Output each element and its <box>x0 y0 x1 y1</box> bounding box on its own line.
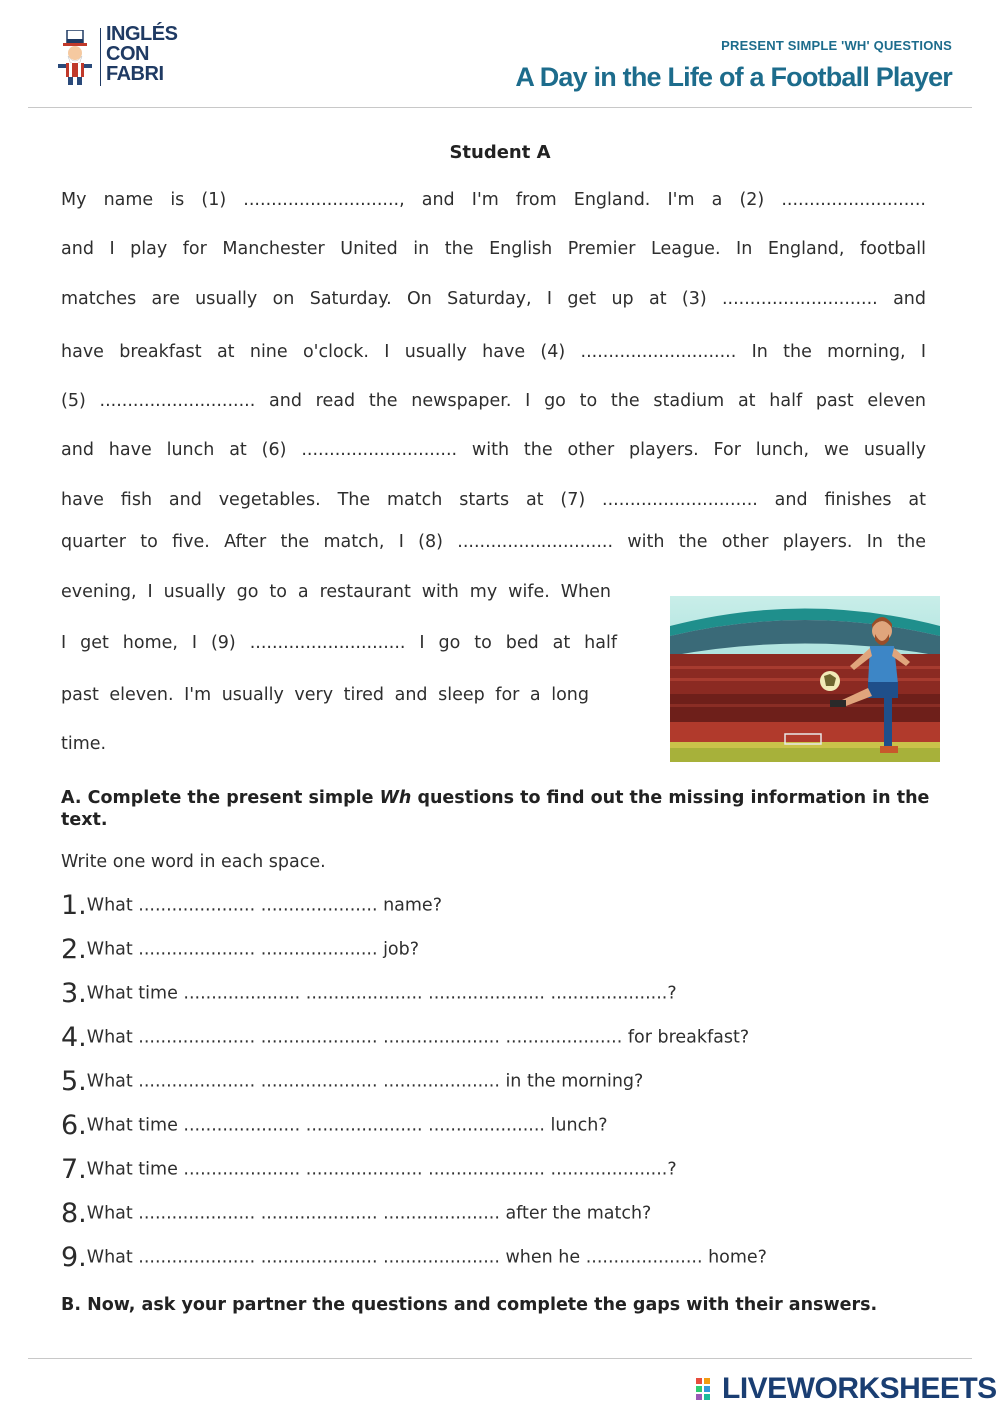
text-line: have fish and vegetables. The match starts at (7) ............................ and finishes at <box>61 490 926 510</box>
question-number: 4. <box>61 1022 87 1053</box>
worksheet-subtitle: PRESENT SIMPLE 'WH' QUESTIONS <box>721 38 952 53</box>
section-a-instruction: Write one word in each space. <box>61 852 326 872</box>
question-item <box>61 1066 643 1097</box>
question-number: 5. <box>61 1066 87 1097</box>
text-line: evening, I usually go to a restaurant with my wife. When <box>61 582 611 602</box>
uncle-sam-mascot-icon <box>56 30 94 86</box>
question-item <box>61 1022 749 1053</box>
question-item <box>61 1154 677 1185</box>
text-line: past eleven. I'm usually very tired and sleep for a long <box>61 685 589 705</box>
question-item <box>61 1198 651 1229</box>
brand-line: CON <box>106 43 149 65</box>
brand-name <box>106 24 177 84</box>
question-item <box>61 890 442 921</box>
text-line: have breakfast at nine o'clock. I usually have (4) ............................ In the morning, I <box>61 342 926 362</box>
question-text: What ..................... ..................... name? <box>86 895 442 916</box>
question-item <box>61 1110 608 1141</box>
brand-line: INGLÉS <box>106 23 178 45</box>
footer-divider <box>28 1358 972 1359</box>
question-number: 8. <box>61 1198 87 1229</box>
question-text: What ..................... ..................... ..................... ..................... for breakfast? <box>86 1027 750 1048</box>
text-line: matches are usually on Saturday. On Saturday, I get up at (3) ............................ and <box>61 289 926 309</box>
text-line: and have lunch at (6) ............................ with the other players. For lunch, we usually <box>61 440 926 460</box>
text-line: quarter to five. After the match, I (8) ............................ with the other players. In the <box>61 532 926 552</box>
header-divider <box>28 107 972 108</box>
question-number: 2. <box>61 934 87 965</box>
question-number: 9. <box>61 1242 87 1273</box>
section-b-heading: B. Now, ask your partner the questions and complete the gaps with their answers. <box>61 1295 878 1315</box>
question-text: What ..................... ..................... ..................... after the match? <box>86 1203 652 1224</box>
brand-logo <box>56 24 186 90</box>
section-a-text: questions to find out the missing information in the text. <box>61 788 930 830</box>
question-text: What ..................... ..................... ..................... when he ..................... home? <box>86 1247 767 1268</box>
question-text: What time ..................... ..................... ..................... .....................? <box>86 1159 677 1180</box>
question-item <box>61 978 677 1009</box>
section-a-text: A. Complete the present simple <box>61 788 380 808</box>
brand-line: FABRI <box>106 63 164 85</box>
text-line: (5) ............................ and read the newspaper. I go to the stadium at half past eleven <box>61 391 926 411</box>
question-number: 1. <box>61 890 87 921</box>
section-a-emphasis: Wh <box>379 788 412 808</box>
question-number: 7. <box>61 1154 87 1185</box>
football-player-illustration <box>670 596 940 762</box>
question-number: 6. <box>61 1110 87 1141</box>
question-item <box>61 934 419 965</box>
text-line: My name is (1) ............................, and I'm from England. I'm a (2) .......................... <box>61 190 926 210</box>
question-item <box>61 1242 767 1273</box>
liveworksheets-wordmark: LIVEWORKSHEETS <box>722 1372 997 1405</box>
worksheet-title: A Day in the Life of a Football Player <box>515 62 952 92</box>
question-text: What ..................... ..................... job? <box>86 939 420 960</box>
liveworksheets-logo <box>696 1372 997 1412</box>
text-line: and I play for Manchester United in the English Premier League. In England, football <box>61 239 926 259</box>
text-line: I get home, I (9) ............................ I go to bed at half <box>61 633 617 653</box>
logo-divider <box>100 28 101 86</box>
question-text: What time ..................... ..................... ..................... lunch? <box>86 1115 608 1136</box>
question-text: What ..................... ..................... ..................... in the morning? <box>86 1071 644 1092</box>
liveworksheets-logo-icon <box>696 1378 718 1408</box>
question-text: What time ..................... ..................... ..................... .....................? <box>86 983 677 1004</box>
text-line: time. <box>61 734 107 754</box>
question-number: 3. <box>61 978 87 1009</box>
student-label: Student A <box>449 142 551 163</box>
section-a-heading <box>61 787 941 831</box>
